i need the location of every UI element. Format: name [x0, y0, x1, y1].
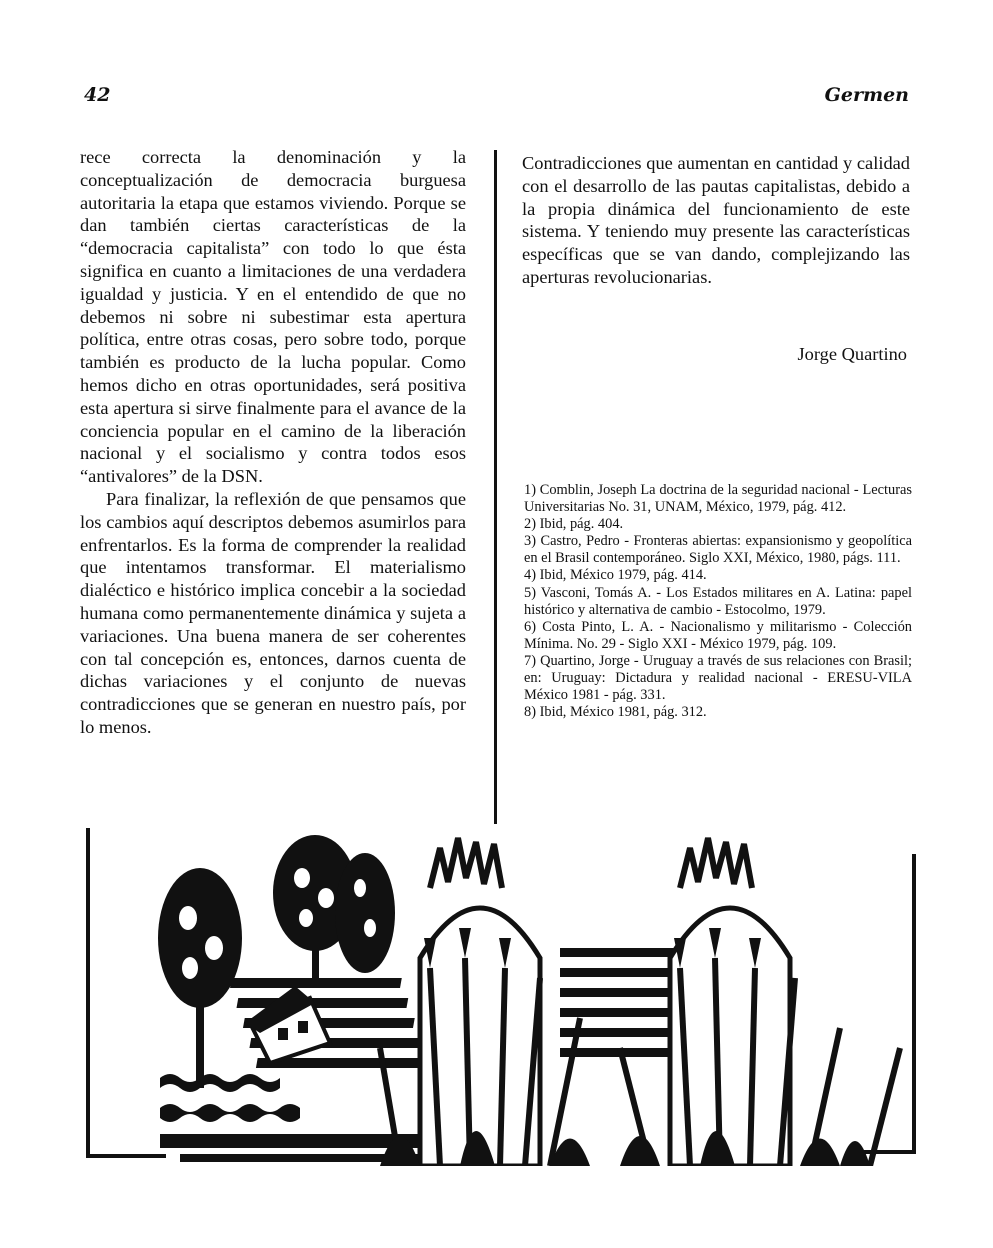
footnote-item: 7) Quartino, Jorge - Uruguay a través de sus relaciones con Brasil; en: Uruguay: Dictadura y realidad nacional - ERESU-VILA México 1981 - pág. 331.: [524, 652, 912, 704]
author-signature: Jorge Quartino: [797, 344, 907, 364]
page-number: 42: [84, 84, 111, 106]
footnotes-list: [524, 482, 912, 721]
footnote-item: 4) Ibid, México 1979, pág. 414.: [524, 567, 707, 584]
publication-title: Germen: [824, 84, 909, 106]
footnote-item: 8) Ibid, México 1981, pág. 312.: [524, 704, 707, 721]
left-column: [80, 146, 466, 739]
footnote-item: 6) Costa Pinto, L. A. - Nacionalismo y militarismo - Colección Mínima. No. 29 - Siglo XXI - México 1979, pág. 109.: [524, 618, 912, 652]
footnote-item: 3) Castro, Pedro - Fronteras abiertas: expansionismo y geopolítica en el Brasil contemporáneo. Siglo XXI, México, 1980, págs. 111.: [524, 533, 912, 567]
body-paragraph-2: Para finalizar, la reflexión de que pensamos que los cambios aquí descriptos debemos asumirlos para enfrentarlos. Es la forma de comprender la realidad que intentamos transformar. El materialismo dialéctico e histórico implica concebir a la sociedad humana como permanentemente dinámica y sujeta a variaciones. Una buena manera de ser coherentes con tal concepción es, entonces, darnos cuenta de dichas variaciones y el conjunto de nuevas contradicciones que se generan en nuestro país, por lo menos.: [80, 488, 466, 737]
right-paragraph: Contradicciones que aumentan en cantidad y calidad con el desarrollo de las pautas capitalistas, debido a la propia dinámica del funcionamiento de este sistema. Y teniendo muy presente las características específicas que se van dando, complejizando las aperturas revolucionarias.: [522, 153, 910, 287]
right-column: [522, 152, 910, 289]
column-divider: [494, 150, 497, 824]
body-paragraph-1: rece correcta la denominación y la conceptualización de democracia burguesa autoritaria la etapa que estamos viviendo. Porque se dan también ciertas características de la “democracia capitalista” con todo lo que ésta significa en cuanto a limitaciones de una verdadera igualdad y justicia. Y en el entendido de que no debemos ni sobre ni subestimar esta apertura política, entre otras cosas, pero sobre todo, porque también es producto de la lucha popular. Como hemos dicho en otras oportunidades, será positiva esta apertura si sirve finalmente para el avance de la conciencia popular en el camino de la liberación nacional y el socialismo y contra todos esos “antivalores” de la DSN.: [80, 147, 466, 487]
footnote-item: 1) Comblin, Joseph La doctrina de la seguridad nacional - Lecturas Universitarias No. 31, UNAM, México, 1979, pág. 412.: [524, 482, 912, 516]
footnote-item: 2) Ibid, pág. 404.: [524, 516, 624, 533]
footnote-item: 5) Vasconi, Tomás A. - Los Estados militares en A. Latina: papel histórico y alternativa de cambio - Estocolmo, 1979.: [524, 584, 912, 618]
woodcut-landscape-icon: [80, 818, 920, 1166]
